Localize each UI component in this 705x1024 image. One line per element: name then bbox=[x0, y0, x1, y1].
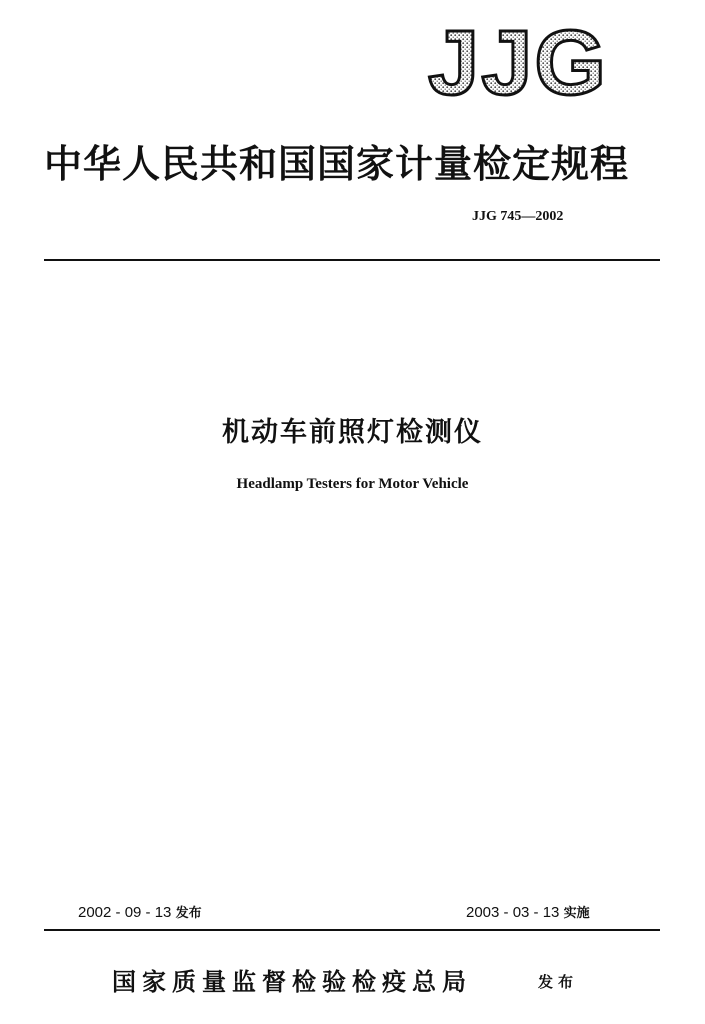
implementation-date-line bbox=[466, 902, 590, 921]
issue-label: 发布 bbox=[175, 906, 202, 921]
logo-text: JJG bbox=[428, 18, 608, 104]
document-title-cn: 机动车前照灯检测仪 bbox=[222, 417, 483, 448]
document-title-en: Headlamp Testers for Motor Vehicle bbox=[236, 476, 469, 492]
document-number: JJG 745—2002 bbox=[472, 209, 564, 224]
issue-date: 2002 - 09 - 13 bbox=[78, 904, 172, 921]
top-divider bbox=[44, 259, 660, 261]
implementation-date: 2003 - 03 - 13 bbox=[466, 904, 560, 921]
bottom-divider bbox=[44, 929, 660, 931]
regulation-series-title: 中华人民共和国国家计量检定规程 bbox=[44, 141, 630, 186]
issuing-authority-label: 发布 bbox=[538, 973, 579, 991]
issuing-authority: 国家质量监督检验检疫总局 bbox=[112, 967, 472, 996]
jjg-logo bbox=[418, 18, 618, 104]
issue-date-line bbox=[78, 902, 202, 921]
implementation-label: 实施 bbox=[563, 906, 590, 921]
